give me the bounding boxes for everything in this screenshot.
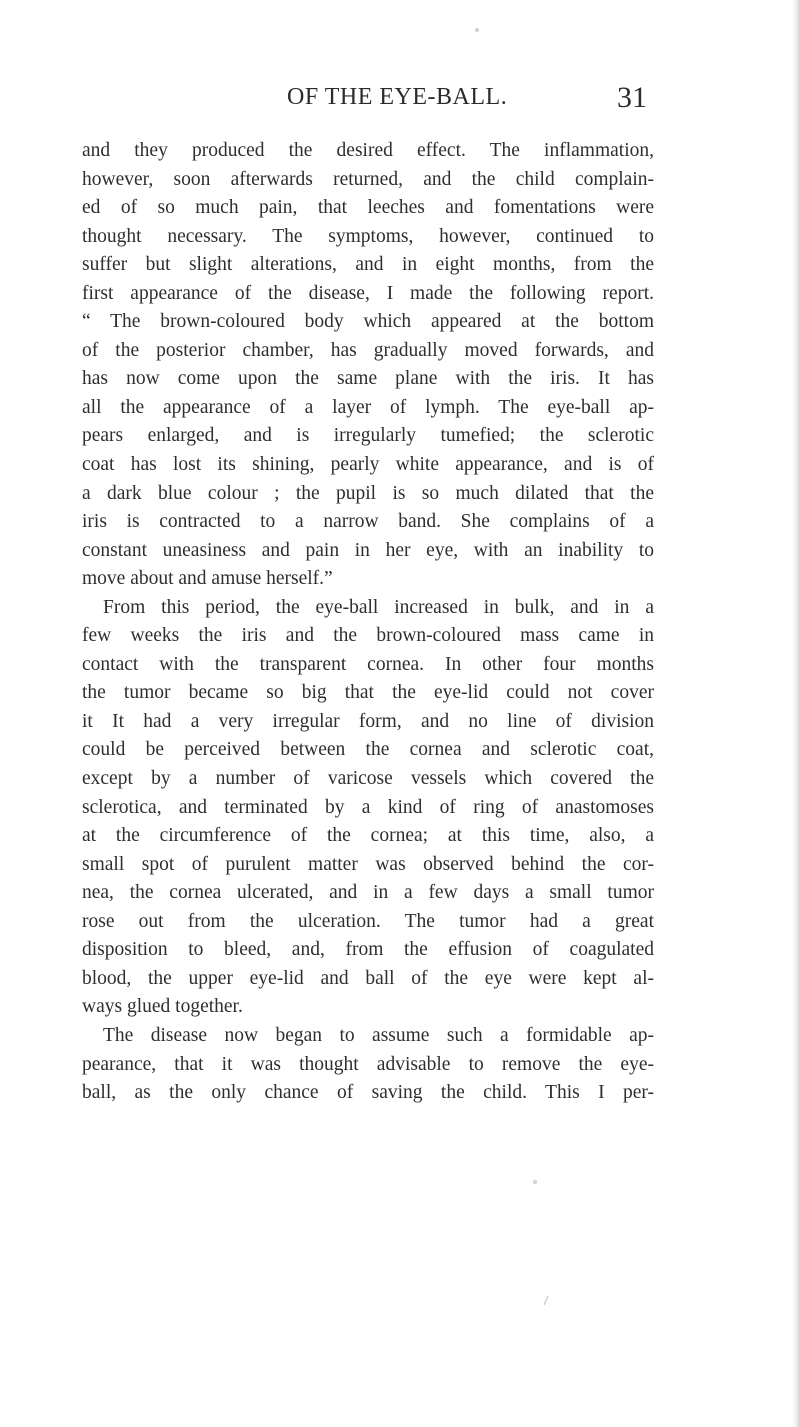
body-text bbox=[82, 137, 654, 1108]
text-line: disposition to bleed, and, from the effusion of coagulated bbox=[82, 939, 654, 961]
text-line: few weeks the iris and the brown-coloured mass came in bbox=[82, 625, 654, 647]
text-line: thought necessary. The symptoms, however, continued to bbox=[82, 225, 654, 247]
text-line: coat has lost its shining, pearly white appearance, and is of bbox=[82, 454, 654, 476]
paper-speck bbox=[544, 1296, 548, 1305]
text-line: suffer but slight alterations, and in eight months, from the bbox=[82, 254, 654, 276]
text-line: at the circumference of the cornea; at this time, also, a bbox=[82, 825, 654, 847]
text-line: The disease now began to assume such a formidable ap- bbox=[103, 1024, 654, 1046]
text-line: pearance, that it was thought advisable to remove the eye- bbox=[82, 1053, 654, 1075]
text-line: ed of so much pain, that leeches and fomentations were bbox=[82, 197, 654, 219]
text-line: From this period, the eye-ball increased in bulk, and in a bbox=[103, 596, 654, 618]
text-line: pears enlarged, and is irregularly tumefied; the sclerotic bbox=[82, 425, 654, 447]
text-line: blood, the upper eye-lid and ball of the eye were kept al- bbox=[82, 967, 654, 989]
text-line: iris is contracted to a narrow band. She complains of a bbox=[82, 511, 654, 533]
text-line: contact with the transparent cornea. In other four months bbox=[82, 653, 654, 675]
text-line: except by a number of varicose vessels which covered the bbox=[82, 768, 654, 790]
text-line: and they produced the desired effect. The inflammation, bbox=[82, 140, 654, 161]
text-line: sclerotica, and terminated by a kind of ring of anastomoses bbox=[82, 796, 654, 818]
text-line: ways glued together. bbox=[82, 996, 243, 1018]
text-line: however, soon afterwards returned, and the child complain- bbox=[82, 168, 654, 190]
text-line: could be perceived between the cornea and sclerotic coat, bbox=[82, 739, 654, 761]
text-line: rose out from the ulceration. The tumor had a great bbox=[82, 910, 654, 932]
page-edge-shadow bbox=[792, 0, 800, 1427]
text-line: of the posterior chamber, has gradually moved forwards, and bbox=[82, 339, 654, 361]
running-title: OF THE EYE-BALL. bbox=[287, 84, 508, 110]
text-line: nea, the cornea ulcerated, and in a few days a small tumor bbox=[82, 882, 654, 904]
running-head bbox=[0, 81, 800, 124]
text-line: a dark blue colour ; the pupil is so much dilated that the bbox=[82, 482, 654, 504]
text-line: it It had a very irregular form, and no line of division bbox=[82, 710, 654, 732]
text-line: move about and amuse herself.” bbox=[82, 568, 333, 590]
page-number: 31 bbox=[617, 81, 647, 114]
text-line: has now come upon the same plane with the iris. It has bbox=[82, 368, 654, 390]
text-line: the tumor became so big that the eye-lid could not cover bbox=[82, 682, 654, 704]
text-line: “ The brown-coloured body which appeared at the bottom bbox=[82, 311, 654, 333]
text-line: small spot of purulent matter was observed behind the cor- bbox=[82, 853, 654, 875]
text-line: first appearance of the disease, I made the following report. bbox=[82, 282, 654, 304]
paper-speck bbox=[533, 1180, 537, 1184]
text-line: all the appearance of a layer of lymph. The eye-ball ap- bbox=[82, 396, 654, 418]
paper-speck bbox=[475, 28, 479, 32]
text-line: constant uneasiness and pain in her eye, with an inability to bbox=[82, 539, 654, 561]
text-line: ball, as the only chance of saving the child. This I per- bbox=[82, 1082, 654, 1104]
